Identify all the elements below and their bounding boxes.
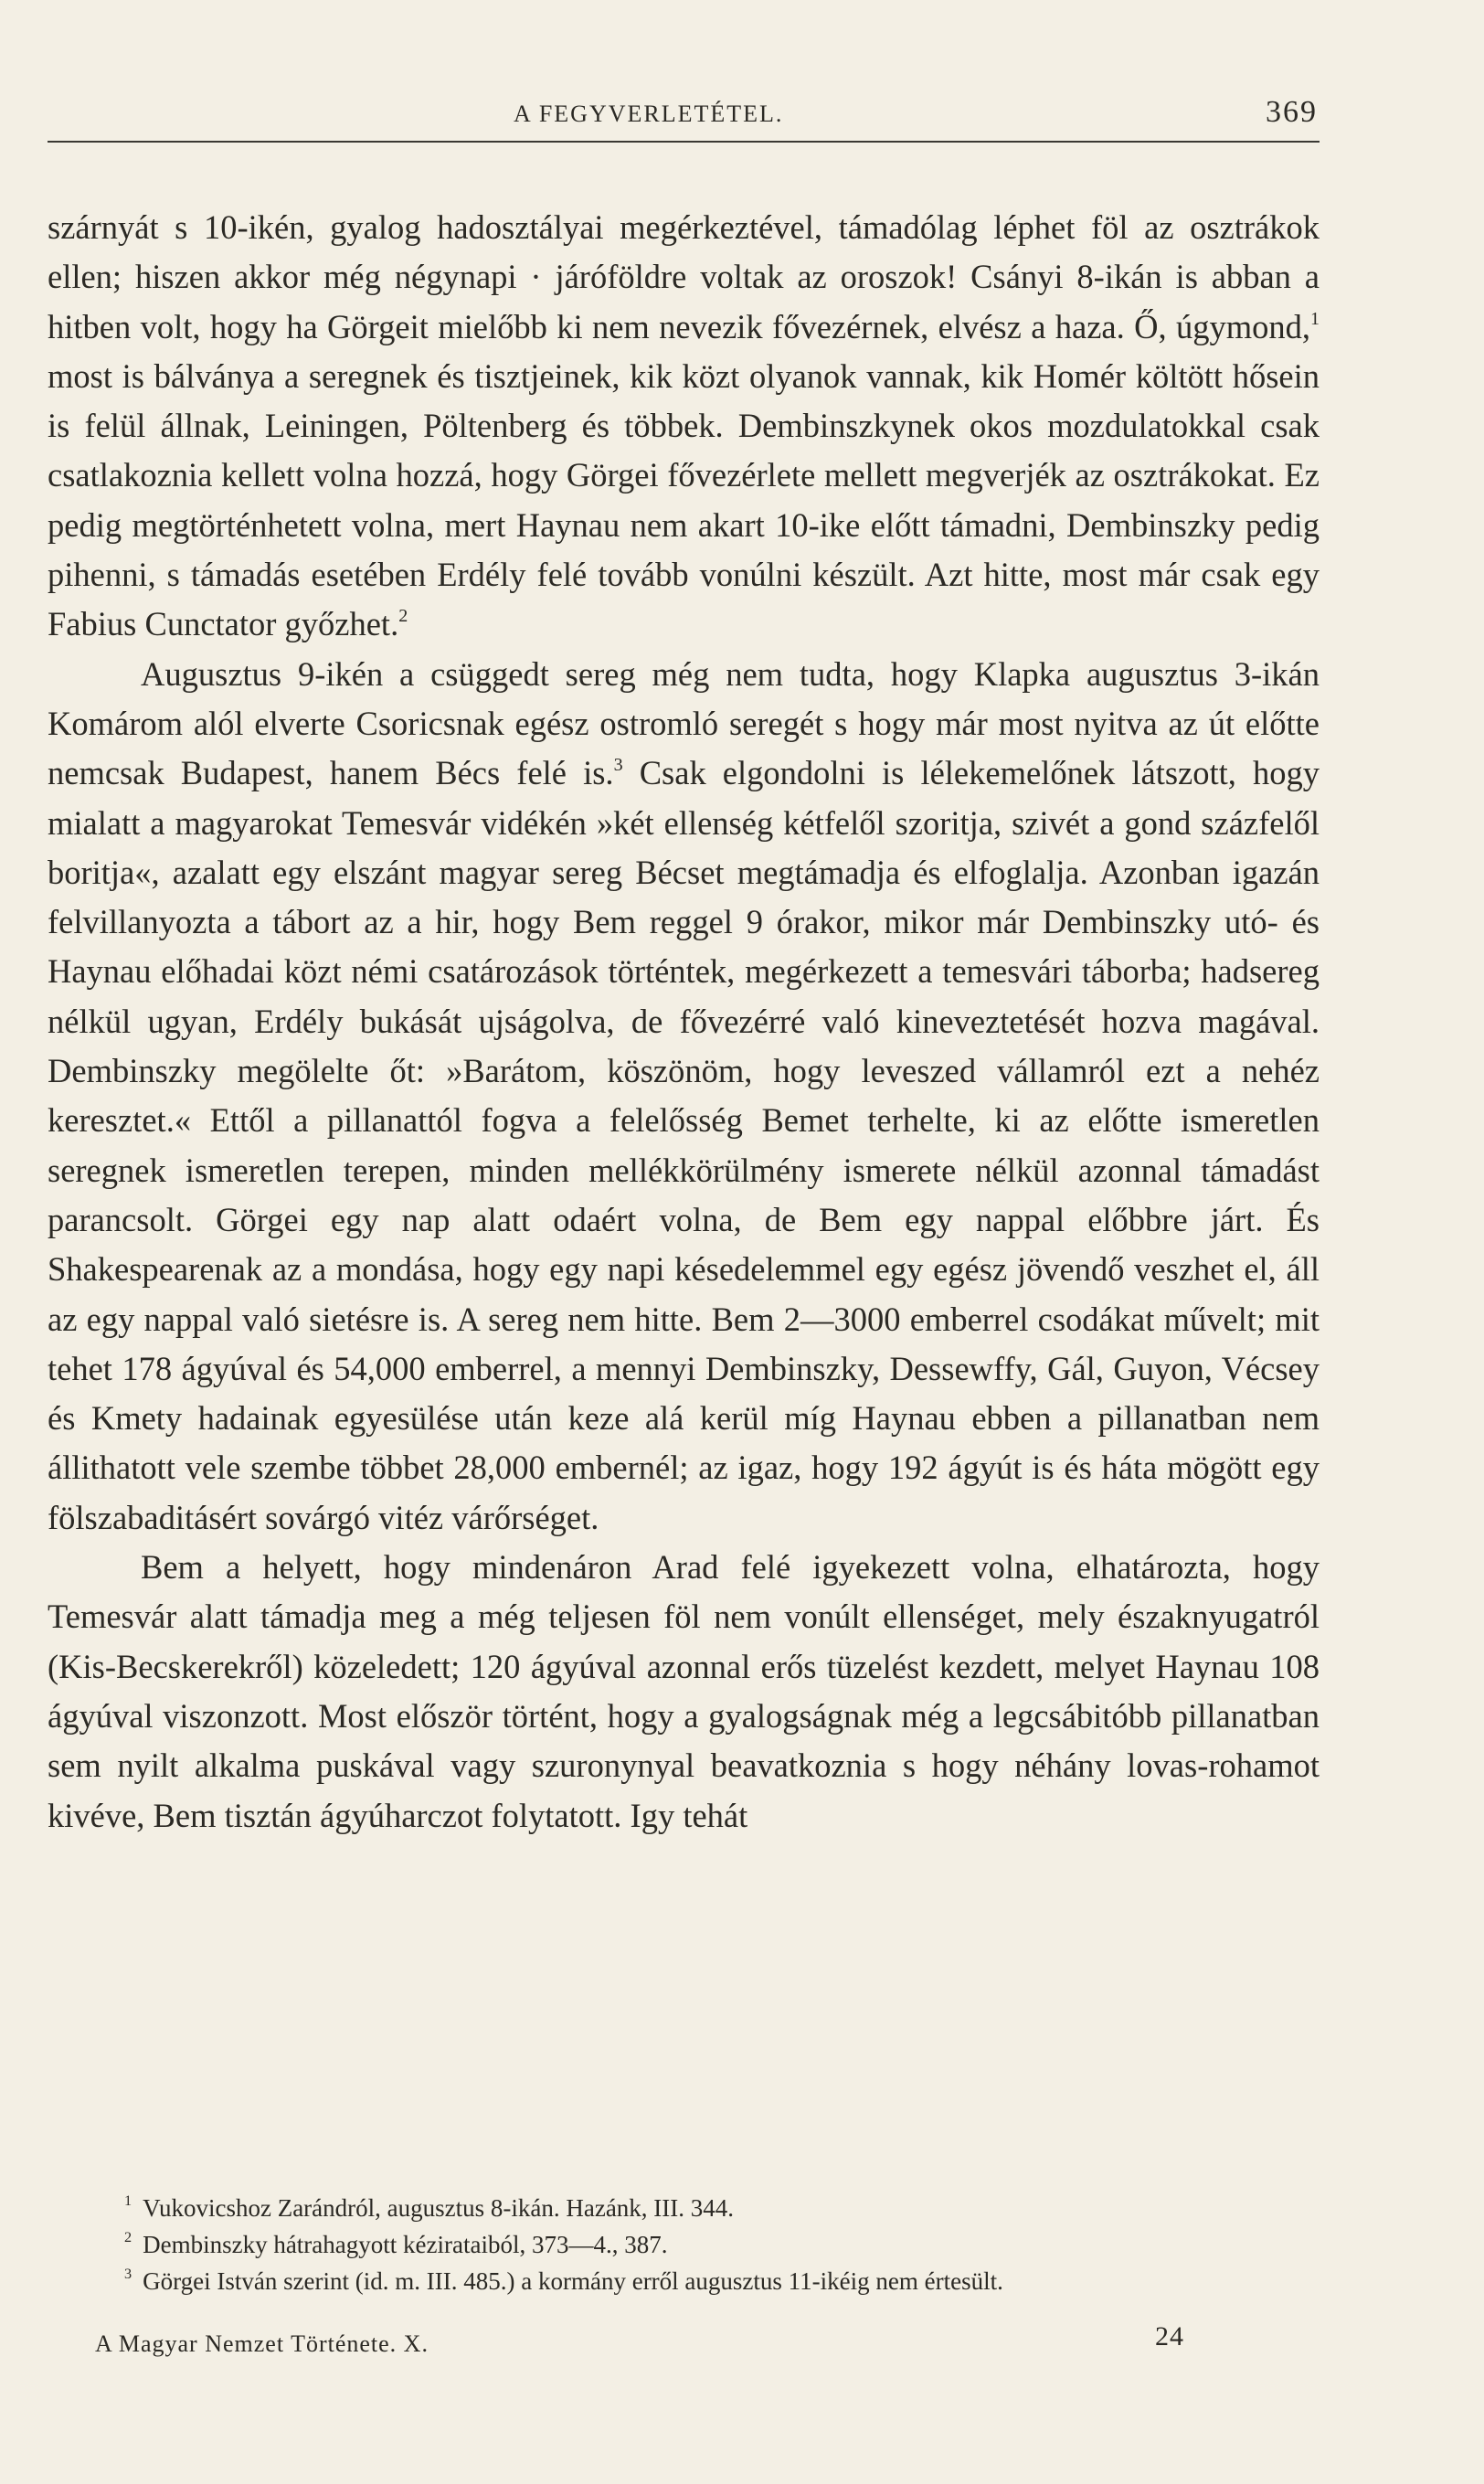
signature-line xyxy=(95,2321,1184,2358)
footnote-mark: 2 xyxy=(124,2228,132,2245)
paragraph: Bem a helyett, hogy mindenáron Arad felé igyekezett volna, elhatározta, hogy Temesvár alatt támadja meg a még teljesen föl nem vonúlt ellenséget, mely északnyugatról (Kis-Becskerekről) közeledett; 120 ágyúval azonnal erős tüzelést kezdett, melyet Haynau 108 ágyúval viszonzott. Most először történt, hogy a gyalogságnak még a legcsábitóbb pillanatban sem nyilt alkalma puskával vagy szuronynyal beavatkoznia s hogy néhány lovas-rohamot kivéve, Bem tisztán ágyúharczot folytatott. Igy tehát xyxy=(48,1548,1320,1834)
footnote xyxy=(124,2226,1321,2263)
footnote-ref: 2 xyxy=(398,606,408,627)
paragraph xyxy=(48,650,1320,1543)
footnote xyxy=(124,2263,1321,2299)
text-run: Csak elgondolni is lélekemelőnek látszott, hogy mialatt a magyarokat Temesvár vidékén »két ellenség kétfelől szoritja, szivét a gond százfelől boritja«, azalatt egy elszánt magyar sereg Bécset megtámadja és elfoglalja. Azonban igazán felvillanyozta a tábort az a hir, hogy Bem reggel 9 órakor, mikor már Dembinszky utó- és Haynau előhadai közt némi csatározások történtek, megérkezett a temesvári táborba; hadsereg nélkül ugyan, Erdély bukását ujságolva, de fővezérré való kineveztetését hozva magával. Dembinszky megölelte őt: »Barátom, köszönöm, hogy leveszed vállamról ezt a nehéz keresztet.« Ettől a pillanattól fogva a felelősség Bemet terhelte, ki az előtte ismeretlen seregnek ismeretlen terepen, minden mellékkörülmény ismerete nélkül azonnal támadást parancsolt. Görgei egy nap alatt odaért volna, de Bem egy nappal előbbre járt. És Shakespearenak az a mondása, hogy egy napi késedelemmel egy egész jövendő veszhet el, áll az egy nappal való sietésre is. A sereg nem hitte. Bem 2—3000 emberrel csodákat művelt; mit tehet 178 ágyúval és 54,000 emberrel, a mennyi Dembinszky, Dessewffy, Gál, Guyon, Vécsey és Kmety hadainak egyesülése után keze alá kerül míg Haynau ebben a pillanatban nem állithatott vele szembe többet 28,000 embernél; az igaz, hogy 192 ágyút is és háta mögött egy fölszabaditásért sovárgó vitéz várőrséget. xyxy=(48,754,1320,1536)
footnote xyxy=(124,2190,1321,2226)
footnote-ref: 1 xyxy=(1309,308,1320,329)
footnote-text: Görgei István szerint (id. m. III. 485.) a kormány erről augusztus 11-ikéig nem értesült. xyxy=(143,2267,1003,2295)
footnotes xyxy=(124,2190,1321,2299)
signature-number: 24 xyxy=(1155,2321,1184,2351)
footnote-text: Dembinszky hátrahagyott kézirataiból, 373—4., 387. xyxy=(143,2231,668,2258)
running-title: A FEGYVERLETÉTEL. xyxy=(514,101,784,127)
body-text xyxy=(48,203,1320,1841)
footnote-ref: 3 xyxy=(613,755,623,776)
page-number: 369 xyxy=(1266,95,1318,129)
signature-text: A Magyar Nemzet Története. X. xyxy=(95,2330,429,2357)
text-run: Augusztus 9-ikén a csüggedt sereg még nem tudta, hogy Klapka augusztus 3-ikán Komárom alól elverte Csoricsnak egész ostromló seregét s hogy már most nyitva az út előtte nemcsak Budapest, hanem Bécs felé is. xyxy=(48,654,1320,792)
text-run: szárnyát s 10-ikén, gyalog hadosztályai megérkeztével, támadólag léphet föl az osztrákok ellen; hiszen akkor még négynapi · járóföldre voltak az oroszok! Csányi 8-ikán is abban a hitben volt, hogy ha Görgeit mielőbb ki nem nevezik fővezérnek, elvész a haza. Ő, úgymond, xyxy=(48,208,1320,345)
text-run: most is bálványa a seregnek és tisztjeinek, kik közt olyanok vannak, kik Homér költött hősein is felül állnak, Leiningen, Pöltenberg és többek. Dembinszkynek okos mozdulatokkal csak csatlakoznia kellett volna hozzá, hogy Görgei fővezérlete mellett megverjék az osztrákokat. Ez pedig megtörténhetett volna, mert Haynau nem akart 10-ike előtt támadni, Dembinszky pedig pihenni, s támadás esetében Erdély felé tovább vonúlni készült. Azt hitte, most már csak egy Fabius Cunctator győzhet. xyxy=(48,356,1320,643)
footnote-mark: 1 xyxy=(124,2192,132,2209)
footnote-mark: 3 xyxy=(124,2265,132,2282)
footnote-text: Vukovicshoz Zarándról, augusztus 8-ikán. Hazánk, III. 344. xyxy=(143,2194,735,2222)
paragraph xyxy=(48,203,1320,650)
page-header xyxy=(48,95,1320,143)
